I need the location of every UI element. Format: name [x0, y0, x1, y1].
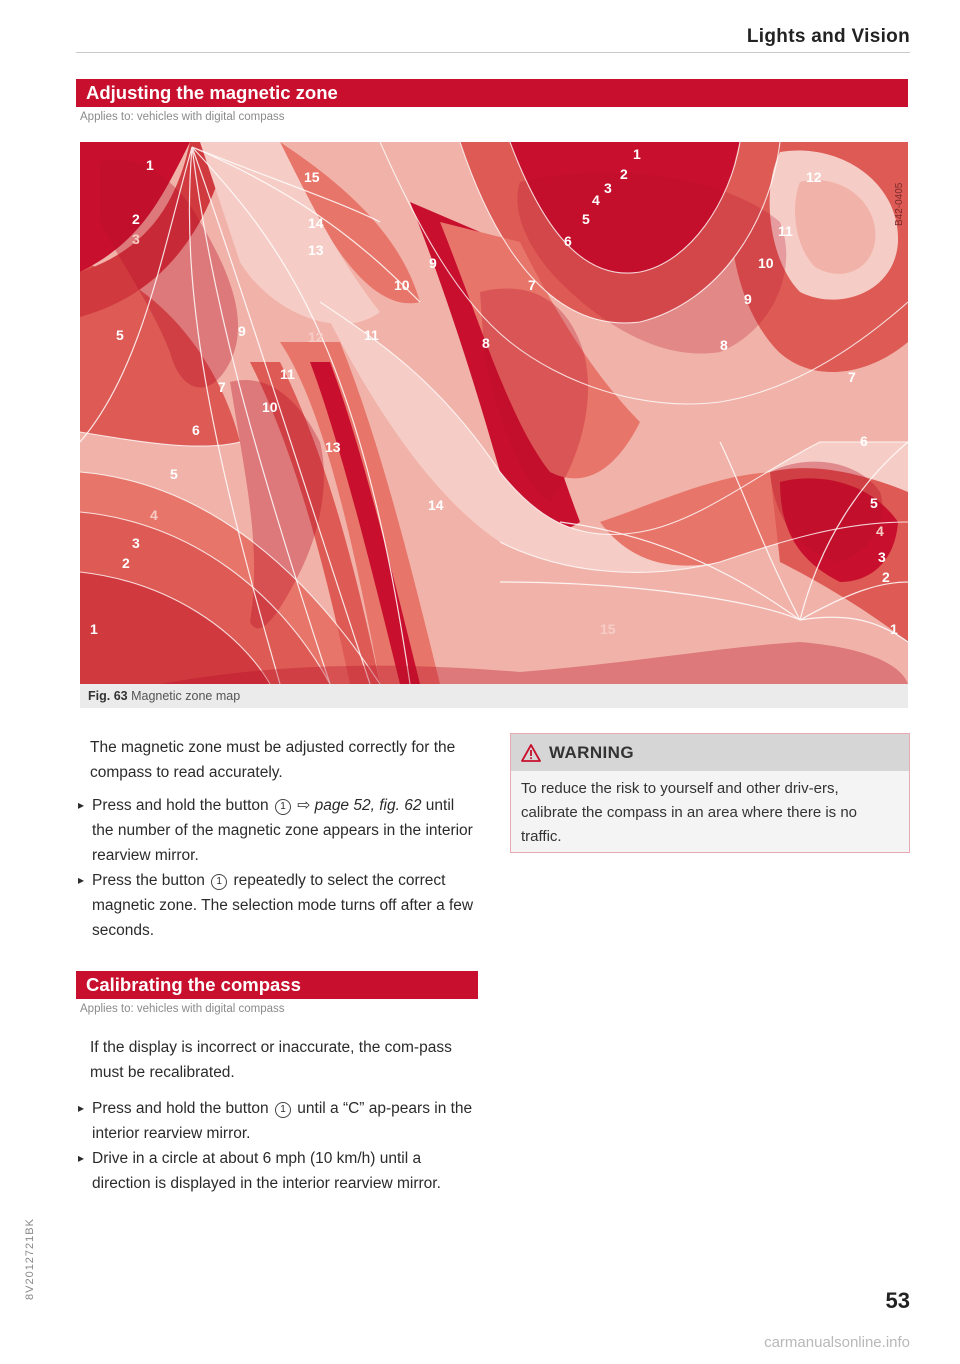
- step-text: Press and hold the button: [92, 1100, 269, 1117]
- zone-label: 3: [878, 549, 886, 565]
- intro-paragraph: The magnetic zone must be adjusted correctly for the compass to read accurately.: [90, 739, 456, 781]
- zone-label: 2: [882, 569, 890, 585]
- step-text: Press and hold the button: [92, 797, 269, 814]
- zone-label: 3: [604, 180, 612, 196]
- section-header-title: Lights and Vision: [746, 26, 910, 47]
- zone-label: 14: [308, 215, 324, 231]
- warning-text: To reduce the risk to yourself and other driv-ers, calibrate the compass in an area where there is no traffic.: [511, 771, 909, 852]
- zone-label: 6: [564, 233, 572, 249]
- figure-code: B42-0405: [894, 182, 905, 226]
- warning-triangle-icon: [521, 744, 541, 762]
- step-text: Press the button: [92, 872, 205, 889]
- section-heading-magnetic-zone: Adjusting the magnetic zone: [76, 79, 908, 107]
- warning-box: [510, 733, 910, 853]
- zone-label: 10: [394, 277, 410, 293]
- zone-label: 12: [308, 329, 324, 345]
- page-reference-link[interactable]: ⇨ page 52, fig. 62: [297, 797, 422, 814]
- applies-note: Applies to: vehicles with digital compass: [80, 1003, 285, 1015]
- zone-label: 5: [582, 211, 590, 227]
- button-1-icon: 1: [211, 874, 227, 890]
- zone-label: 5: [116, 327, 124, 343]
- zone-label: 2: [122, 555, 130, 571]
- zone-label: 4: [592, 192, 600, 208]
- document-code: 8V2012721BK: [24, 1218, 36, 1300]
- applies-note: Applies to: vehicles with digital compass: [80, 111, 285, 123]
- zone-label: 7: [218, 379, 226, 395]
- step-text: until the number of the magnetic zone appears in the interior rearview mirror.: [92, 797, 473, 864]
- zone-label: 13: [325, 439, 341, 455]
- figure-caption-label: Fig. 63: [88, 689, 128, 703]
- zone-label: 9: [238, 323, 246, 339]
- zone-label: 1: [146, 157, 154, 173]
- zone-label: 2: [620, 166, 628, 182]
- figure-caption-text: Magnetic zone map: [131, 689, 241, 703]
- zone-label: 4: [150, 507, 158, 523]
- step-text: until a “C” ap-pears in the interior rearview mirror.: [92, 1100, 473, 1142]
- button-1-icon: 1: [275, 1102, 291, 1118]
- zone-label: 15: [304, 169, 320, 185]
- zone-label: 4: [876, 523, 884, 539]
- zone-label: 9: [429, 255, 437, 271]
- magnetic-zone-map: [80, 142, 908, 684]
- zone-label: 11: [280, 366, 295, 382]
- zone-label: 2: [132, 211, 140, 227]
- warning-title: WARNING: [549, 742, 634, 762]
- zone-label: 10: [758, 255, 774, 271]
- zone-label: 3: [132, 535, 140, 551]
- step-press-hold: [78, 793, 478, 868]
- step-press-hold-calibrate: [78, 1096, 478, 1146]
- calibrate-intro: If the display is incorrect or inaccurate, the com-pass must be recalibrated.: [90, 1039, 452, 1081]
- zone-label: 5: [870, 495, 878, 511]
- zone-label: 6: [860, 433, 868, 449]
- zone-label: 14: [428, 497, 444, 513]
- page-number: 53: [885, 1288, 910, 1313]
- zone-label: 10: [262, 399, 278, 415]
- step-text: Drive in a circle at about 6 mph (10 km/h) until a direction is displayed in the interior rearview mirror.: [92, 1150, 441, 1192]
- zone-label: 8: [482, 335, 490, 351]
- zone-label: 6: [192, 422, 200, 438]
- zone-label: 5: [170, 466, 178, 482]
- zone-label: 12: [806, 169, 822, 185]
- zone-label: 3: [132, 231, 140, 247]
- warning-header: [511, 734, 909, 771]
- zone-label: 1: [633, 146, 641, 162]
- zone-label: 1: [890, 621, 898, 637]
- header-rule: [76, 52, 910, 53]
- step-text: repeatedly to select the correct magnetic zone. The selection mode turns off after a few seconds.: [92, 872, 474, 939]
- zone-label: 7: [848, 369, 856, 385]
- zone-label: 7: [528, 277, 536, 293]
- map-illustration: [80, 142, 908, 684]
- step-press-repeat: [78, 868, 478, 943]
- zone-label: 13: [308, 242, 324, 258]
- section-heading-calibrating: Calibrating the compass: [76, 971, 478, 999]
- button-1-icon: 1: [275, 799, 291, 815]
- step-drive-circle: [78, 1146, 478, 1196]
- zone-label: 8: [720, 337, 728, 353]
- figure-caption: [80, 684, 908, 708]
- footer-watermark: carmanualsonline.info: [764, 1334, 910, 1351]
- zone-label: 1: [90, 621, 98, 637]
- zone-label: 11: [778, 223, 793, 239]
- zone-label: 15: [600, 621, 616, 637]
- zone-label: 11: [364, 327, 379, 343]
- zone-label: 9: [744, 291, 752, 307]
